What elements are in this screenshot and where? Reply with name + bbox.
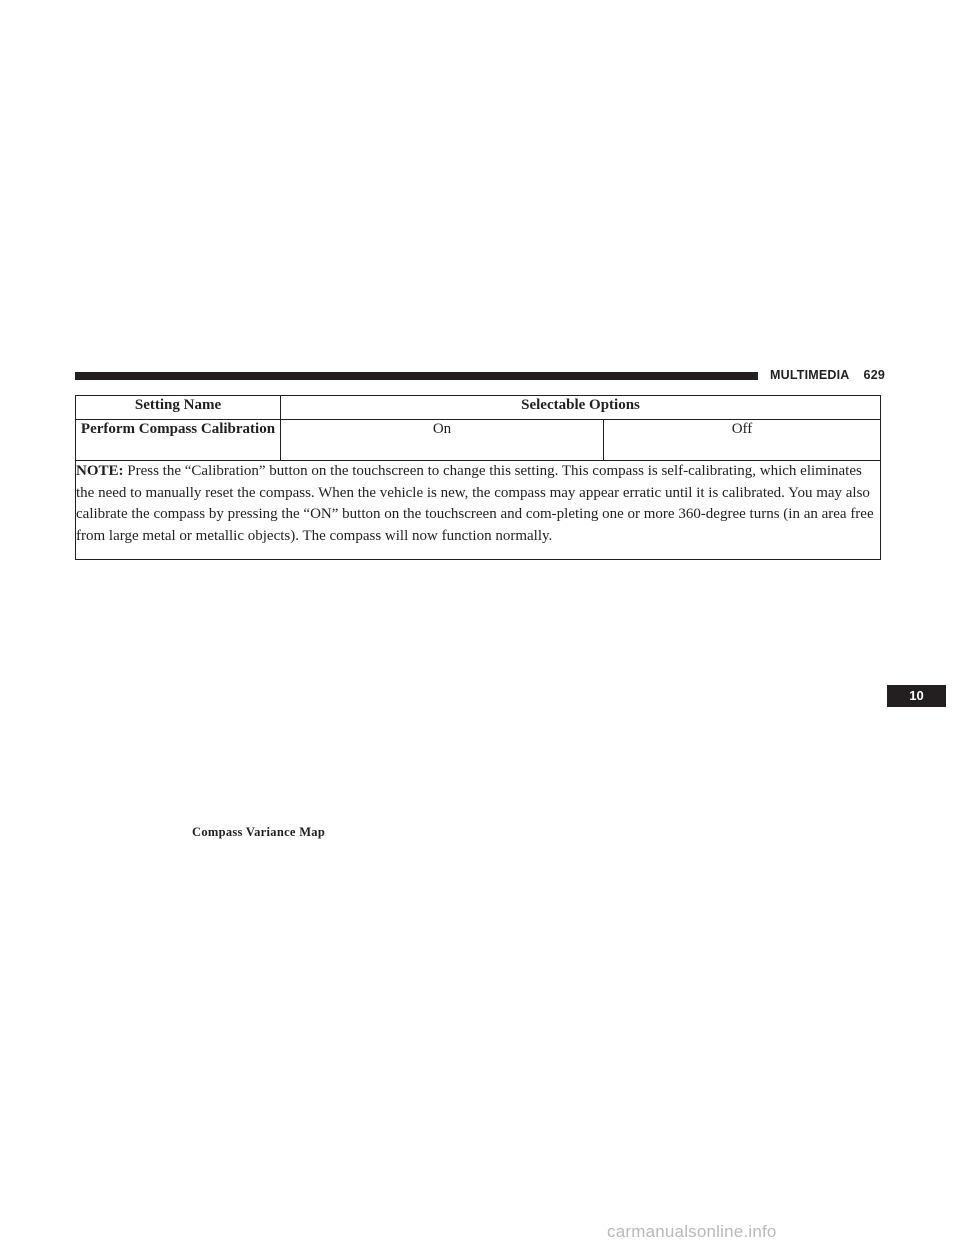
figure-caption: Compass Variance Map (192, 825, 326, 839)
header-rule (75, 372, 758, 380)
option-off-cell: Off (604, 420, 881, 461)
note-label: NOTE: (76, 463, 124, 479)
note-text: Press the “Calibration” button on the touchscreen to change this setting. This compass is self-calibrating, which eliminates the need to manually reset the compass. When the vehicle is new, the compass may appear erratic until it is calibrated. You may also calibrate the compass by pressing the “ON” button on the touchscreen and com-pleting one or more 360-degree turns (in an area free from large metal or metallic objects). The compass will now function normally. (76, 463, 874, 544)
table-row (76, 420, 881, 461)
settings-table (75, 395, 881, 560)
running-header (770, 368, 885, 382)
chapter-tab: 10 (887, 685, 946, 707)
section-title: MULTIMEDIA (770, 368, 850, 382)
column-header-selectable-options: Selectable Options (281, 396, 881, 420)
page-number: 629 (863, 368, 886, 382)
note-cell (76, 461, 881, 560)
option-on-cell: On (281, 420, 604, 461)
column-header-setting-name: Setting Name (76, 396, 281, 420)
setting-name-cell: Perform Compass Calibration (76, 420, 281, 461)
table-header-row (76, 396, 881, 420)
note-row (76, 461, 881, 560)
watermark: carmanualsonline.info (607, 1222, 777, 1241)
